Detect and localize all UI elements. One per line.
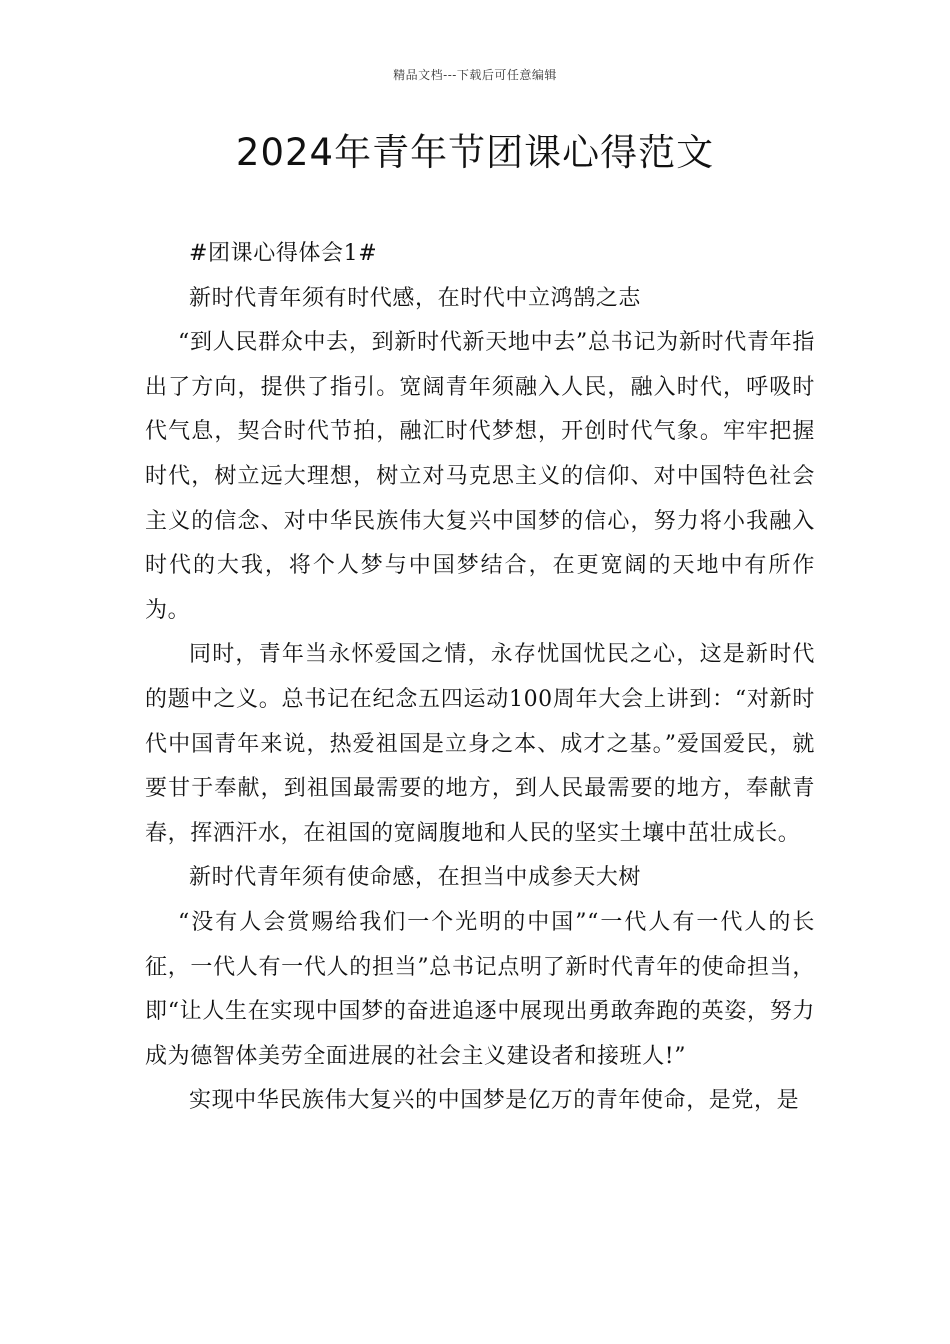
paragraph: 实现中华民族伟大复兴的中国梦是亿万的青年使命，是党，是 [189,1088,800,1114]
paragraph: 同时，青年当永怀爱国之情，永存忧国忧民之心，这是新时代的题中之义。总书记在纪念五四运动100周年大会上讲到：“对新时代中国青年来说，热爱祖国是立身之本、成才之基。”爱国爱民，就要甘于奉献，到祖国最需要的地方，到人民最需要的地方，奉献青春，挥洒汗水，在祖国的宽阔腹地和人民的坚实土壤中茁壮成长。 [145,642,815,846]
subheading: 新时代青年须有使命感，在担当中成参天大树 [189,865,642,891]
paragraph: “没有人会赏赐给我们一个光明的中国”“一代人有一代人的长征，一代人有一代人的担当”总书记点明了新时代青年的使命担当，即“让人生在实现中国梦的奋进追逐中展现出勇敢奔跑的英姿，努力成为德智体美劳全面进展的社会主义建设者和接班人!” [145,909,815,1069]
subheading: 新时代青年须有时代感，在时代中立鸿鹄之志 [189,285,642,311]
header-note: 精品文档---下载后可任意编辑 [393,68,557,82]
paragraph: “到人民群众中去，到新时代新天地中去”总书记为新时代青年指出了方向，提供了指引。宽阔青年须融入人民，融入时代，呼吸时代气息，契合时代节拍，融汇时代梦想，开创时代气象。牢牢把握时代，树立远大理想，树立对马克思主义的信仰、对中国特色社会主义的信念、对中华民族伟大复兴中国梦的信心，努力将小我融入时代的大我，将个人梦与中国梦结合，在更宽阔的天地中有所作为。 [145,330,815,623]
document-body [145,232,815,1124]
section-heading: #团课心得体会1# [189,241,378,266]
document-title: 2024年青年节团课心得范文 [235,131,715,174]
